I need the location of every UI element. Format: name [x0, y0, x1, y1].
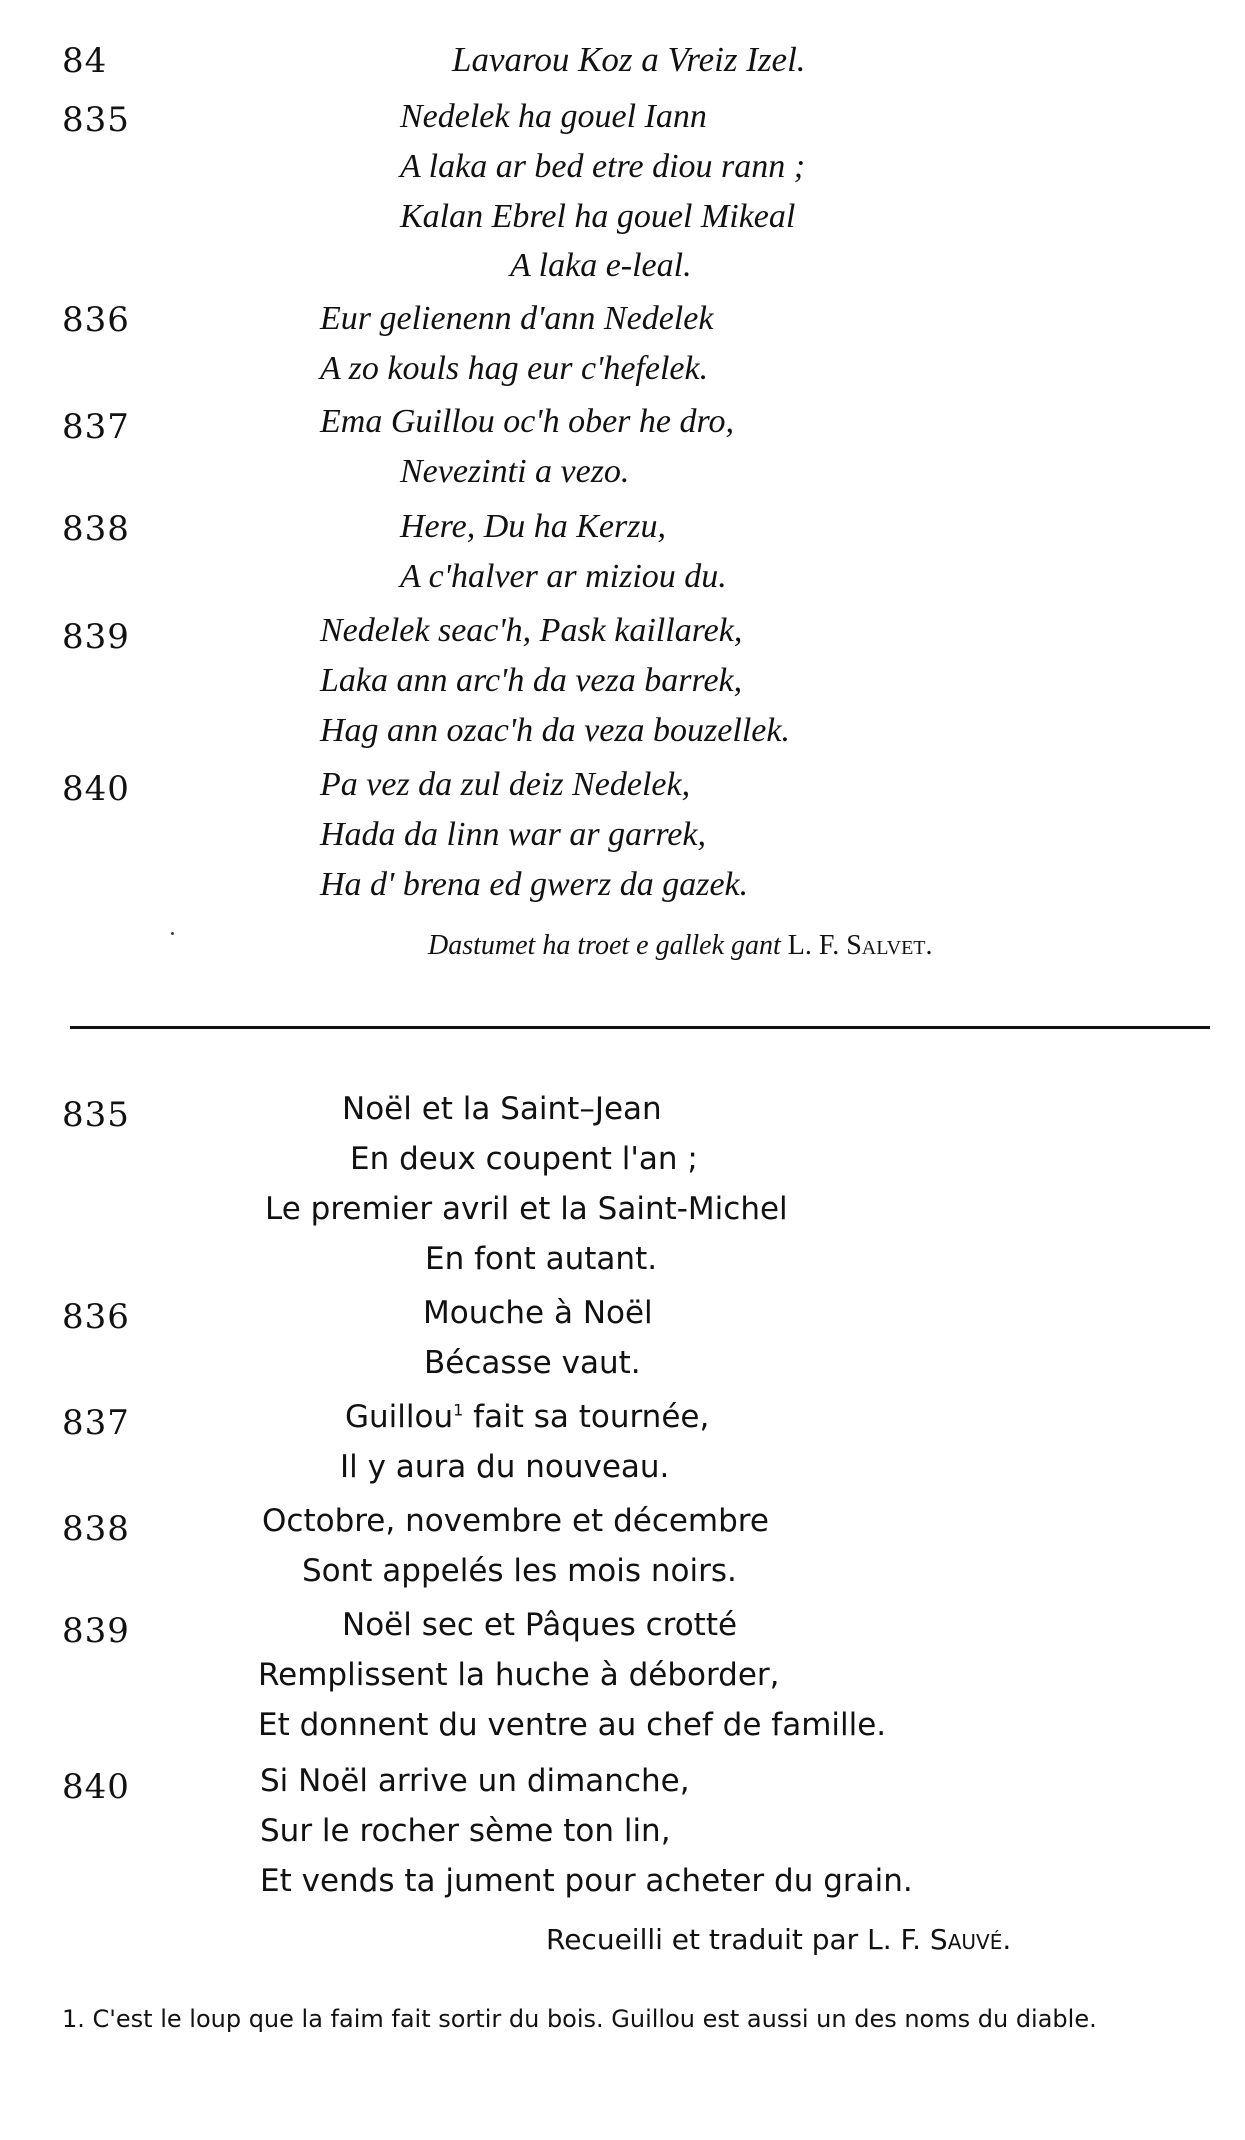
proverb-number: 839 — [62, 617, 130, 657]
proverb-number: 839 — [62, 1611, 130, 1651]
verse-line: Remplissent la huche à déborder, — [258, 1657, 780, 1693]
proverb-number: 838 — [62, 509, 130, 549]
verse-line: En font autant. — [425, 1241, 658, 1277]
proverb-number: 840 — [62, 769, 130, 809]
credit-name: Sauvé. — [929, 1923, 1012, 1956]
page-number: 84 — [62, 41, 108, 81]
credit-name: Salvet. — [846, 930, 933, 961]
verse-line: Kalan Ebrel ha gouel Mikeal — [400, 198, 796, 235]
verse-line: Sont appelés les mois noirs. — [302, 1553, 737, 1589]
credit-text: Dastumet ha troet e gallek gant — [428, 930, 781, 961]
verse-line: Et vends ta jument pour acheter du grain. — [260, 1863, 913, 1899]
credit-initials: L. F. — [867, 1923, 922, 1956]
verse-line: Ema Guillou oc'h ober he dro, — [320, 403, 734, 440]
verse-line: Le premier avril et la Saint-Michel — [265, 1191, 788, 1227]
proverb-number: 835 — [62, 100, 130, 140]
verse-line: Mouche à Noël — [423, 1295, 653, 1331]
proverb-number: 836 — [62, 1297, 130, 1337]
verse-line: En deux coupent l'an ; — [350, 1141, 698, 1177]
verse-line: Nedelek seac'h, Pask kaillarek, — [320, 612, 743, 649]
credit-initials: L. F. — [787, 930, 840, 961]
verse-text: Guillou — [345, 1399, 454, 1435]
verse-line: Nedelek ha gouel Iann — [400, 98, 707, 135]
proverb-number: 840 — [62, 1767, 130, 1807]
verse-line: Nevezinti a vezo. — [400, 453, 630, 490]
verse-line: Hada da linn war ar garrek, — [320, 816, 706, 853]
proverb-number: 838 — [62, 1509, 130, 1549]
proverb-number: 836 — [62, 300, 130, 340]
verse-line: Sur le rocher sème ton lin, — [260, 1813, 671, 1849]
verse-line: Si Noël arrive un dimanche, — [260, 1763, 690, 1799]
print-speck — [171, 932, 174, 935]
verse-line: Il y aura du nouveau. — [340, 1449, 670, 1485]
credit-text: Recueilli et traduit par — [546, 1923, 859, 1956]
proverb-number: 837 — [62, 407, 130, 447]
verse-line: Pa vez da zul deiz Nedelek, — [320, 766, 691, 803]
verse-line: Ha d' brena ed gwerz da gazek. — [320, 866, 749, 903]
verse-line: Octobre, novembre et décembre — [262, 1503, 769, 1539]
proverb-number: 837 — [62, 1403, 130, 1443]
verse-line: Eur gelienenn d'ann Nedelek — [320, 300, 714, 337]
verse-line: Hag ann ozac'h da veza bouzellek. — [320, 712, 790, 749]
footnote — [62, 2004, 1212, 2034]
section-divider — [70, 1026, 1210, 1029]
verse-line — [345, 1399, 710, 1435]
verse-line: A laka e-leal. — [510, 247, 692, 284]
verse-line: A c'halver ar miziou du. — [400, 558, 727, 595]
running-title: Lavarou Koz a Vreiz Izel. — [452, 40, 806, 79]
footnote-text: C'est le loup que la faim fait sortir du bois. Guillou est aussi un des noms du diable. — [92, 2005, 1097, 2033]
verse-line: Et donnent du ventre au chef de famille. — [258, 1707, 887, 1743]
verse-line: A zo kouls hag eur c'hefelek. — [320, 350, 709, 387]
verse-line: A laka ar bed etre diou rann ; — [400, 148, 806, 185]
verse-line: Noël sec et Pâques crotté — [342, 1607, 738, 1643]
breton-credit — [428, 932, 933, 960]
french-credit — [546, 1923, 1012, 1956]
footnote-marker[interactable]: 1 — [453, 1400, 464, 1420]
proverb-number: 835 — [62, 1095, 130, 1135]
verse-text: fait sa tournée, — [473, 1399, 710, 1435]
verse-line: Bécasse vaut. — [424, 1345, 641, 1381]
footnote-number: 1. — [62, 2005, 85, 2033]
verse-line: Here, Du ha Kerzu, — [400, 508, 666, 545]
verse-line: Laka ann arc'h da veza barrek, — [320, 662, 743, 699]
verse-line: Noël et la Saint–Jean — [342, 1091, 662, 1127]
